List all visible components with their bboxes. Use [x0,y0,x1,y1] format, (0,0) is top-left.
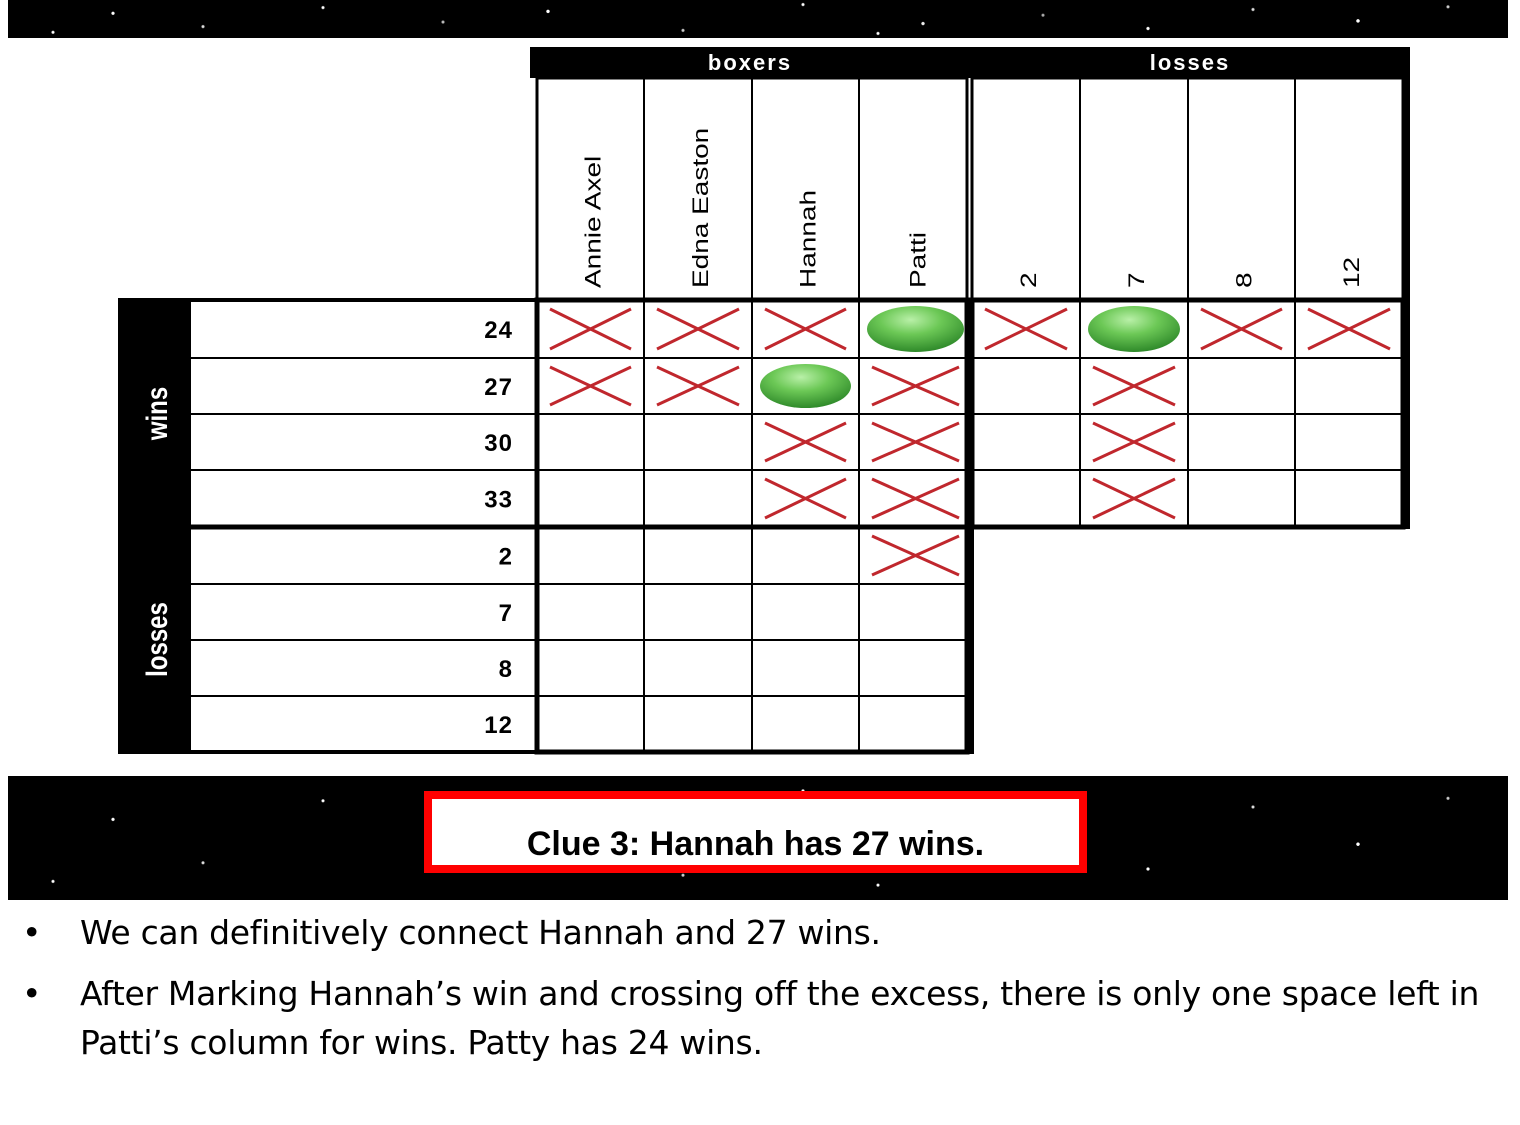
wins-losses-cell [1295,358,1403,414]
row-label-cell [190,527,537,584]
losses-boxers-cell [644,640,752,696]
losses-boxers-cell [752,640,859,696]
wins-boxers-cell [644,414,752,470]
wins-losses-cell [972,358,1080,414]
wins-boxers-cell [537,414,644,470]
loss-row-label: 8 [498,656,513,683]
losses-boxers-cell [644,696,752,752]
losses-boxers-cell [752,584,859,640]
win-row-label: 30 [484,430,513,457]
loss-column-label: 7 [1124,272,1150,288]
boxer-name: Hannah [796,189,821,288]
losses-header: losses [1149,50,1231,75]
explanation-list [20,908,1510,1079]
row-label-cell [190,640,537,696]
losses-boxers-cell [859,640,972,696]
losses-boxers-cell [537,640,644,696]
boxer-name: Edna Easton [688,127,714,288]
win-row-label: 24 [484,317,513,344]
bullet-dot: • [22,974,42,1013]
losses-boxers-cell [644,584,752,640]
boxer-name: Patti [906,232,931,288]
wins-losses-cell [972,414,1080,470]
bullet-item [20,908,1510,957]
wins-losses-cell [1295,414,1403,470]
side-band [120,300,190,752]
loss-row-label: 2 [498,543,513,571]
wins-boxers-cell [644,470,752,527]
match-mark [1088,306,1180,352]
loss-column-label: 12 [1339,256,1365,288]
bullet-dot: • [22,913,42,952]
wins-losses-cell [1188,414,1295,470]
losses-boxers-cell [752,696,859,752]
losses-label: losses [139,602,174,677]
loss-row-label: 12 [484,712,513,739]
match-mark [760,364,851,408]
loss-row-label: 7 [498,600,513,627]
right-shadow [1403,47,1410,529]
bullet-text: After Marking Hannah’s win and crossing off the excess, there is only one space left in Patti’s column for wins. Patty has 24 wins. [80,974,1480,1062]
wins-losses-cell [1295,470,1403,527]
right-shadow [967,527,974,754]
losses-boxers-cell [752,527,859,584]
bullet-item [20,969,1510,1067]
losses-boxers-cell [859,584,972,640]
losses-boxers-cell [537,527,644,584]
wins-boxers-cell [537,470,644,527]
wins-label: wins [139,386,174,441]
boxers-header: boxers [707,50,793,75]
wins-losses-cell [972,470,1080,527]
clue-text: Clue 3: Hannah has 27 wins. [526,824,985,863]
win-row-label: 27 [484,374,513,401]
clue-box [424,791,1087,873]
bullet-text: We can definitively connect Hannah and 27 wins. [80,913,881,952]
losses-boxers-cell [537,584,644,640]
match-mark [867,306,964,352]
win-row-label: 33 [484,486,513,514]
loss-column-label: 2 [1016,272,1042,288]
boxer-name: Annie Axel [581,155,606,288]
loss-column-label: 8 [1232,272,1257,288]
row-label-cell [190,584,537,640]
losses-boxers-cell [537,696,644,752]
losses-boxers-cell [644,527,752,584]
wins-losses-cell [1188,358,1295,414]
wins-losses-cell [1188,470,1295,527]
losses-boxers-cell [859,696,972,752]
